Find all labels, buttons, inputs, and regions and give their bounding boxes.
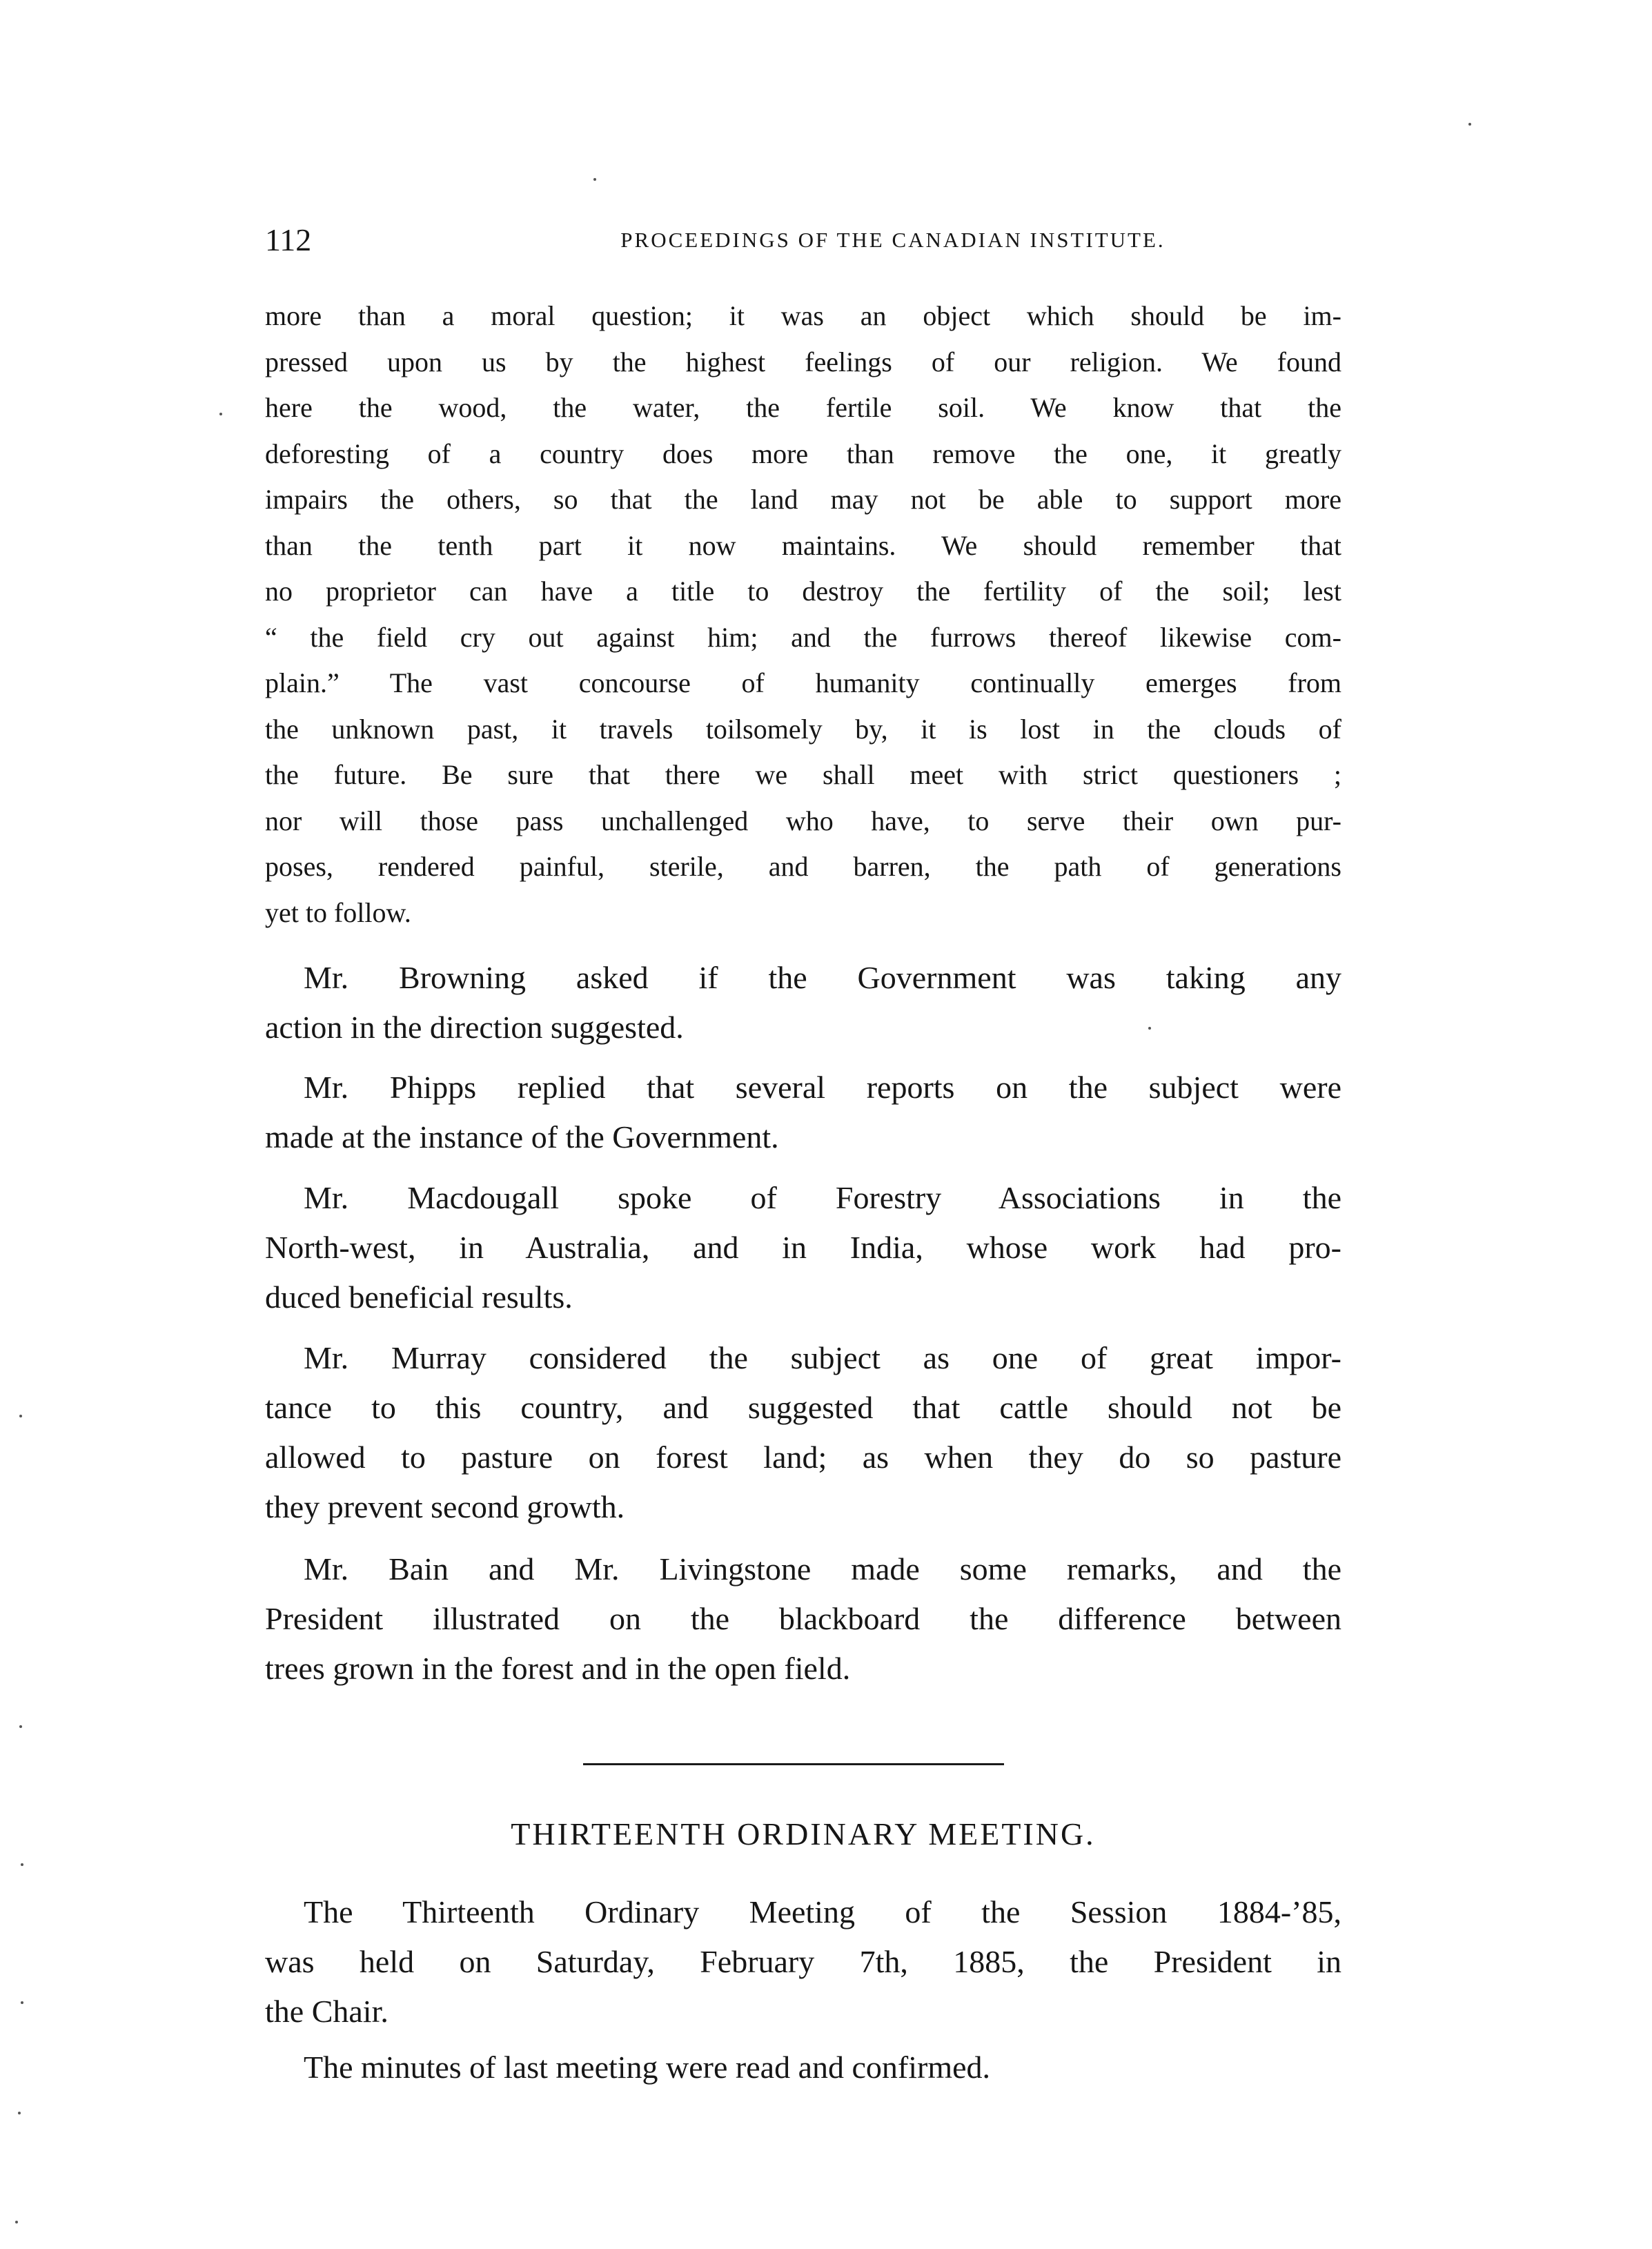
- scan-speck: [593, 178, 596, 181]
- text-line: yet to follow.: [265, 896, 411, 928]
- text-line: made at the instance of the Government.: [265, 1119, 779, 1155]
- discussion-browning: [265, 953, 1341, 1052]
- text-line: deforesting of a country does more than remove the one, it greatly: [265, 438, 1341, 469]
- scan-speck: [18, 2112, 21, 2114]
- page-number: 112: [265, 222, 312, 257]
- text-line: The Thirteenth Ordinary Meeting of the Session 1884-’85,: [304, 1894, 1341, 1929]
- text-line: poses, rendered painful, sterile, and barren, the path of generations: [265, 851, 1341, 882]
- section-divider: [583, 1763, 1004, 1765]
- text-line: impairs the others, so that the land may not be able to support more: [265, 484, 1341, 515]
- text-line: nor will those pass unchallenged who have, to serve their own pur-: [265, 805, 1341, 836]
- scan-speck: [19, 1725, 22, 1728]
- text-line: The minutes of last meeting were read and confirmed.: [304, 2050, 991, 2085]
- text-line: they prevent second growth.: [265, 1489, 625, 1524]
- text-line: was held on Saturday, February 7th, 1885, the President in: [265, 1944, 1341, 1979]
- discussion-bain-livingstone: [265, 1544, 1341, 1693]
- discussion-murray: [265, 1333, 1341, 1532]
- scan-speck: [15, 2221, 18, 2223]
- text-line: Mr. Murray considered the subject as one of great impor-: [304, 1340, 1341, 1375]
- scan-speck: [21, 2001, 23, 2004]
- meeting-opening-paragraph: [265, 1887, 1341, 2036]
- meeting-heading: THIRTEENTH ORDINARY MEETING.: [511, 1816, 1096, 1852]
- text-line: trees grown in the forest and in the open field.: [265, 1651, 851, 1686]
- text-line: the Chair.: [265, 1994, 389, 2029]
- text-line: Mr. Phipps replied that several reports on the subject were: [304, 1070, 1341, 1105]
- text-line: Mr. Macdougall spoke of Forestry Associations in the: [304, 1180, 1341, 1215]
- discussion-macdougall: [265, 1173, 1341, 1322]
- text-line: no proprietor can have a title to destroy the fertility of the soil; lest: [265, 576, 1341, 607]
- discussion-phipps: [265, 1063, 1341, 1162]
- scan-speck: [19, 1415, 22, 1417]
- scan-speck: [21, 1863, 23, 1866]
- continued-paragraph: [265, 293, 1341, 936]
- text-line: North-west, in Australia, and in India, whose work had pro-: [265, 1230, 1341, 1265]
- text-line: the unknown past, it travels toilsomely by, it is lost in the clouds of: [265, 713, 1341, 745]
- scan-speck: [219, 413, 222, 415]
- text-line: allowed to pasture on forest land; as when they do so pasture: [265, 1440, 1341, 1475]
- running-title: PROCEEDINGS OF THE CANADIAN INSTITUTE.: [620, 228, 1166, 252]
- scan-speck: [1148, 1027, 1151, 1030]
- text-line: than the tenth part it now maintains. We should remember that: [265, 529, 1341, 561]
- meeting-minutes-paragraph: [265, 2043, 1341, 2092]
- running-head: [265, 219, 1341, 261]
- text-line: President illustrated on the blackboard the difference between: [265, 1601, 1341, 1636]
- text-line: Mr. Browning asked if the Government was taking any: [304, 960, 1341, 995]
- text-line: the future. Be sure that there we shall meet with strict questioners ;: [265, 759, 1341, 790]
- scan-speck: [1468, 123, 1471, 126]
- text-line: tance to this country, and suggested that cattle should not be: [265, 1390, 1341, 1425]
- text-line: Mr. Bain and Mr. Livingstone made some remarks, and the: [304, 1551, 1341, 1587]
- text-line: more than a moral question; it was an object which should be im-: [265, 300, 1341, 331]
- text-line: pressed upon us by the highest feelings of our religion. We found: [265, 346, 1341, 377]
- text-line: “ the field cry out against him; and the furrows thereof likewise com-: [265, 621, 1341, 653]
- text-line: action in the direction suggested.: [265, 1010, 684, 1045]
- text-line: plain.” The vast concourse of humanity continually emerges from: [265, 667, 1341, 698]
- text-line: duced beneficial results.: [265, 1279, 573, 1315]
- text-line: here the wood, the water, the fertile soil. We know that the: [265, 392, 1341, 423]
